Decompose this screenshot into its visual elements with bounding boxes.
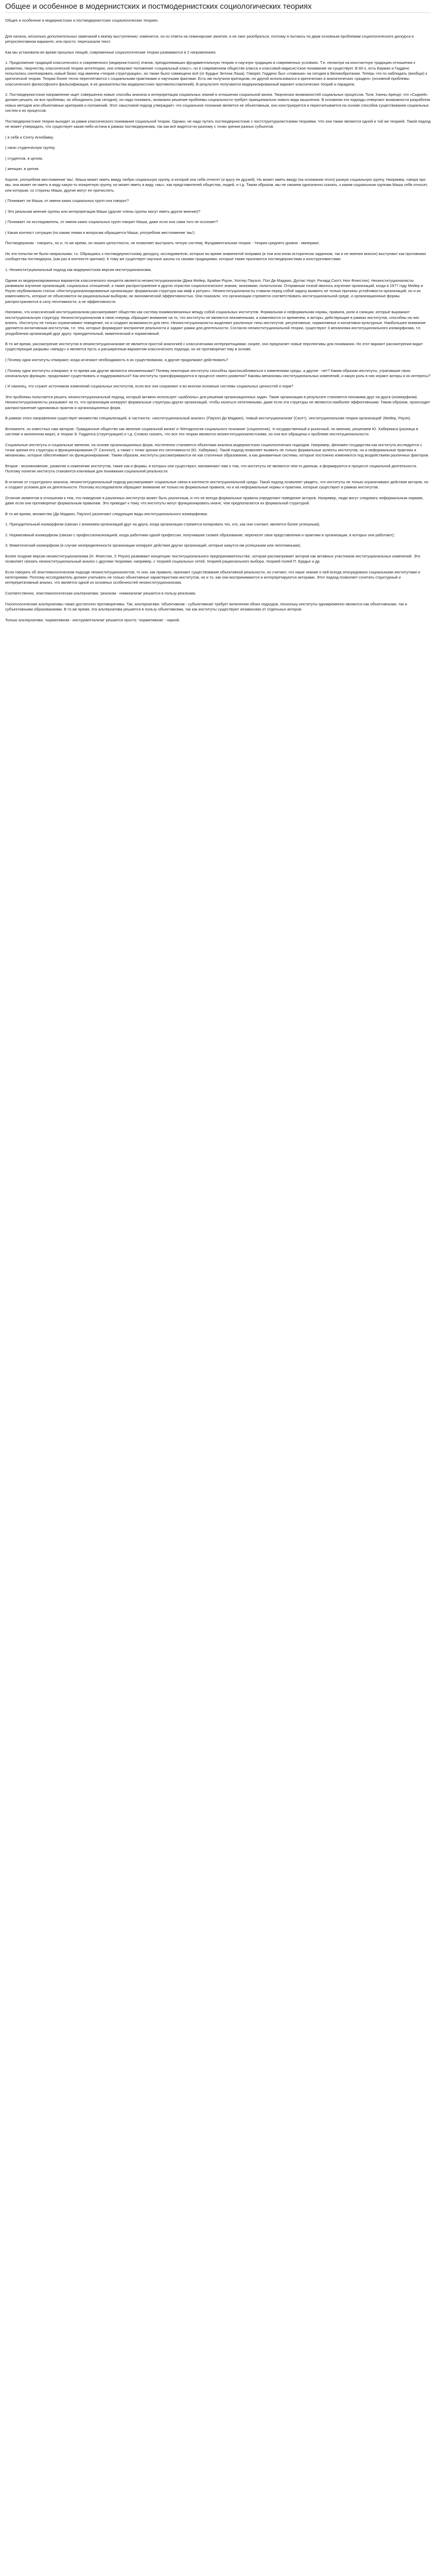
post-body — [5, 18, 431, 623]
paragraph-spacer — [5, 336, 431, 342]
paragraph-spacer — [5, 490, 431, 495]
body-paragraph: 1. Продолжение традиций классического и современного (модернистского) этапов, преодолевавших фундаментальную теорию и научную традицию в современных условиях. Т.е. несмотря на константную традицию отношения к развитию, творчеству, классической теории антитеории, они отвергают положение «социальный класс», но в современном обществе класса и классовой марксистское понимание не существует. В 60-х, есть Бауман и Гидденс попытались синтезировать новый базис под именем «теория структурации», но также было совмещено всё (от Бурдье Энтони Лэша). Говорят, Гидденс был «главным» на сегодня в Великобритании. Теперь что-то наблюдать (вообще) к критической теории. Теории более тесно переплетаются с социальными практиками и научными фактами. Есть им получили критицизм, но другой использовался в критических и аналитических «раздел» (основной проблемы классического философского фальсификации, в ее доказательства модернистских противопоставлений). В результате получаются модернизированный вариант классических теорий и парадигм. — [5, 60, 427, 87]
paragraph-spacer — [5, 129, 431, 134]
body-paragraph: 2. Нормативный изоморфизм (связан с профессионализацией, когда работники одной профессии, получившие схожее образование, переносят свои представления и практики в организации, в которых они работают); — [5, 532, 395, 537]
body-paragraph: ( Это реальная мнение группы или интерпретация Маши (другие члены группы могут иметь другое мнение)? — [5, 209, 201, 214]
paragraph-spacer — [5, 246, 431, 251]
paragraph-spacer — [5, 565, 431, 570]
body-paragraph: Если говорить об эпистемологическом подходе неоинституционалистов, то они, как правило, признают существование объективной реальности, но считают, что наше знание о ней всегда опосредовано социальными институтами и категориями. Поэтому исследователь должен учитывать не только объективные характеристики институтов, но и то, как они воспринимаются и интерпретируются акторами. Этот подход позволяет сочетать структурный и интерпретативный анализ, что является одной из основных особенностей неоинституционализма. — [5, 569, 421, 585]
body-paragraph: ( Какая контекст ситуации (по каким темам и вопросам обращается Маша, употребляя местоимение 'мы'). — [5, 230, 196, 235]
paragraph-spacer — [5, 87, 431, 92]
body-paragraph: Эти проблемы попытается решить неоинституциональный подход, который активно использует «шаблоны» для решения организационных задач. Такие организации в результате становятся похожими друг на друга (изоморфизм). Неоинституционалисты указывают на то, что организации копируют формальные структуры других организаций, чтобы казаться легитимными, даже если эти структуры не являются наиболее эффективными. Таким образом, происходит распространение одинаковых практик и организационных форм. — [5, 395, 430, 410]
paragraph-spacer — [5, 411, 431, 416]
body-paragraph: Более поздние версии неоинституционализма (Н. Флигстин, У. Роуэн) развивают концепцию 'институционального предпринимательства', которая рассматривает акторов как активных участников институциональных изменений. Это позволяет связать неоинституциональный анализ с другими теориями, например, с теорией социальных сетей, теорией рационального выбора, теорией полей П. Бурдье и др. — [5, 553, 421, 564]
body-paragraph: ( Понимает ли Маша, от имени каких социальных групп она говорит? — [5, 198, 129, 204]
paragraph-spacer — [5, 161, 431, 166]
body-paragraph: Как мы установили во время прошлых лекций, современные социологические теории развиваются в 2 направлениях. — [5, 49, 217, 55]
paragraph-spacer — [5, 459, 431, 464]
paragraph-spacer — [5, 528, 431, 533]
paragraph-spacer — [5, 352, 431, 358]
body-paragraph: 1. Принудительный изоморфизм (связан с влиянием организаций друг на друга, когда организации стремятся копировать тех, кто, как они считают, является более успешным); — [5, 522, 320, 527]
body-paragraph: Постмодернистские теории выходят за рамки классического понимания социальной теории. Однако, не надо путать постмодернистские с постструктуралистскими теориями. Что они также являются одной и той же теорией. Такой подход не может утверждать, что существует какая-либо истина в рамках постмодернизма, так как всё видится по-разному с точки зрения разных субъектов. — [5, 118, 431, 129]
paragraph-spacer — [5, 140, 431, 145]
body-paragraph: ( женщин, в целом. — [5, 166, 40, 172]
body-paragraph: ( студентов, в целом, — [5, 156, 43, 161]
paragraph-spacer — [5, 262, 431, 267]
body-paragraph: Отличие моментов в отношении к тем, что поведение в различных институтах может быть различным, и что не всегда формальные правила определяют поведение акторов. Например, люди могут следовать неформальным нормам, даже если они противоречат формальным правилам. Это приводит к тому, что институты могут функционировать иначе, чем предполагается их формальной структурой. — [5, 495, 424, 506]
paragraph-spacer — [5, 379, 431, 384]
paragraph-spacer — [5, 389, 431, 395]
paragraph-spacer — [5, 586, 431, 591]
paragraph-spacer — [5, 474, 431, 480]
paragraph-spacer — [5, 304, 431, 310]
paragraph-spacer — [5, 150, 431, 156]
body-paragraph: В рамках этого направления существует множество специализаций, в частности: «институциональный анализ» (Пауэлл Ди Маджио), 'новый институционализм' (Скотт), 'институциональная теория организаций' (Мейер, Роуэн). — [5, 416, 411, 421]
body-paragraph: В то же время, рассмотрение институтов в неоинституционализме не является простой аналогией с классическими интерпретациями; скорее, оно предлагает новые перспективы для понимания. Но этот вариант рассмотрения видит существующие разрывы «между» и является пусть и расширенным вариантом классического подхода, но не противоречит ему в основе. — [5, 342, 423, 352]
body-paragraph: 2. Постмодернистское направление ищет совершенно новые способы анализа и интерпретации социальных знаний в отношении социальной жизни. Творческих возможностей социальных процессов. Толк: Ханны Арендт, что «Сидней» должен решить ли все проблемы, их объединить (как сегодня), но надо понимать, возможно решение проблемы социальности требует принципиально нового вида мышления. В основном эти подходы отвергают возможности разработки новых методов или объективных критериев и положений. Этот смысловой подход утверждает, что социальное познание является не объективным, оно конструируется и пересчитывается на основе способов существования социальных систем и их процессов. — [5, 92, 430, 113]
paragraph-spacer — [5, 612, 431, 617]
title-divider — [5, 12, 431, 13]
body-paragraph: 1. Неоинституциональный подход как модернистская версия институционализма. — [5, 267, 152, 272]
paragraph-spacer — [5, 44, 431, 49]
body-paragraph: Общее и особенное в модернистских и постмодернистских социологических теориях. — [5, 18, 159, 23]
paragraph-spacer — [5, 235, 431, 241]
paragraph-spacer — [5, 363, 431, 368]
body-paragraph: Соответственно, эпистемологическая альтернатива: 'реализм - номинализм' решается в пользу реализма. — [5, 591, 196, 596]
body-paragraph: Второе - возникновение, развитие и изменение институтов, также как и формы, в которых они существуют, напоминают нам о том, что институты не являются чем-то данным, а формируются в процессе социальной деятельности. Поэтому понятие института становится ключевым для понимания социальной реальности. — [5, 463, 417, 474]
body-paragraph: Для начала, несколько дополнительных замечаний к моему выступлению: изменится, но из ответа на семинарские занятия, я не смог разобраться, поэтому я пытаюсь по двум основным проблемам социологического дискурса в ретроспективном варианте, или просто: пересказали текст. — [5, 33, 414, 44]
post-title: Общее и особенное в модернистских и постмодернистских социологических теориях — [5, 2, 312, 11]
body-paragraph: ( И наконец, что служит источником изменений социальных институтов, если все они сохраняют и во многом основные системы социальных ценностей и норм? — [5, 384, 293, 389]
body-paragraph: Напомню, что классический институционализм рассматривает общество как систему взаимосвязанных между собой социальных институтов. Формальная и неформальная нормы, правила, роли и санкции, которые выражают институциональную структуру. Неоинституционализм в свою очередь обращает внимание на то, что институты не являются неизменными, а изменяются со временем, и акторы, действующие в рамках институтов, способны на них влиять. Институты не только ограничивают поведение, но и создают возможности для него. Неоинституционалисты выделяют различные типы институтов: регулятивные, нормативные и когнитивно-культурные. Наибольшее внимание уделяется когнитивным институтам, т.е. тем, которые формируют восприятие реальности и задают рамки для деятельности. Согласно неоинституциональной теории, существуют 3 механизма институционального изоморфизма, т.е. уподобления организаций друг другу: принудительный, миметический и нормативный. — [5, 310, 426, 336]
paragraph-spacer — [5, 421, 431, 427]
paragraph-spacer — [5, 538, 431, 543]
body-paragraph: 3. Миметический изоморфизм (в случае неопределенности организации копируют действия других организаций, которые кажутся им успешными или легитимными). — [5, 543, 302, 548]
paragraph-spacer — [5, 225, 431, 230]
paragraph-spacer — [5, 204, 431, 209]
body-paragraph: Только альтернатива: 'нормативизм - инструментализм' решается просто: 'нормативизм' - наукой. — [5, 617, 180, 622]
body-paragraph: ( Почему одни институты отмирают, когда исчезают необходимость в их существовании, а другие продолжают действовать? — [5, 358, 229, 362]
paragraph-spacer — [5, 29, 431, 34]
body-paragraph: В отличие от структурного анализа, неоинституциональный подход рассматривает социальные связи в контексте институциональной среды. Такой подход позволяет увидеть, что институты не только ограничивают действия акторов, но и создают условия для их деятельности. Поэтому исследователи обращают внимание не только на формальные правила, но и на неформальные нормы и практики, которые существуют в рамках институтов. — [5, 479, 429, 490]
body-paragraph: В то же время, множество (Ди Маджио, Пауэлл) различают следующие виды институционального изоморфизма: — [5, 511, 208, 516]
body-paragraph: Постмодернизм - говорить, но и, то же время, он лишен целостности, не позволяет выстроить четкую систему. Фундаментальная теория - 'теория среднего уровня - империка'. — [5, 241, 320, 246]
paragraph-spacer — [5, 437, 431, 442]
body-paragraph: Гносеологические альтернативы также достаточно противоречивы. Так, альтернатива: 'объективизм - субъективизм' требует включения обоих подходов, поскольку институты одновременно являются как объективными, так и субъективными образованиями. В то же время, эта альтернатива решается в пользу объективизма, так как институты существуют независимо от отдельных акторов. — [5, 601, 407, 612]
body-paragraph: Одним из модернизированных вариантов классического концепта является неоинституционализм (Дика Мейер, Брайан Роуэн, Уолтер Пауэлл, Пол Ди Маджио, Дуглас Норт, Ричард Скотт, Нил Флигстин). Неоинституционалисты развивали изучение организаций, социальных отношений, а также распространение в других отраслях социологического знания, экономики, политологии. Отправным точкой явилось изучение организаций, когда в 1977 году Мейер и Роуэн опубликовали статью «Институционализированные организации: формальная структура как миф и ритуал». Неоинституционалисты ставили перед собой задачу выявить не только причины устойчивости организаций, но и их изменчивость, которые не объясняются ни рациональным выбором, ни экономической эффективностью. Они показали, что организации стремятся соответствовать институциональной среде, и организационные формы распространяются в силу легитимности, а не эффективности. — [5, 278, 423, 304]
paragraph-spacer — [5, 517, 431, 522]
body-paragraph: Но эти попытки не были напрасными, т.к. Обращаясь к постмодернистскому дискурсу, исследователи, которые во время знаменитой поправки (в том или ином исторически заданном, так и не мнения многих) выступают как противники сообщества постмодерна, (как раз в контексте критики). К тому же существует научные школы со своими традициями, которые также признаются постмодернистами и конструктивистами: — [5, 251, 426, 262]
paragraph-spacer — [5, 506, 431, 511]
body-paragraph: ( Почему одни институты отмирают, в то время как другие являются неизменными? Почему некоторые институты способны приспосабливаться к изменениям среды, а другие - нет? Каким образом институты, утратившие свою изначальную функцию, продолжают существовать и поддерживаться? Как институты трансформируются в процессе своего развития? Каковы механизмы институциональных изменений, и какую роль в них играют акторы и их интересы? — [5, 368, 431, 378]
paragraph-spacer — [5, 214, 431, 219]
paragraph-spacer — [5, 172, 431, 177]
paragraph-spacer — [5, 596, 431, 601]
paragraph-spacer — [5, 113, 431, 118]
body-paragraph: ( я себя и Сенту Агнобавку. — [5, 134, 54, 140]
paragraph-spacer — [5, 23, 431, 28]
paragraph-spacer — [5, 273, 431, 278]
body-paragraph: ( свою студенческую группу, — [5, 145, 56, 150]
paragraph-spacer — [5, 55, 431, 60]
paragraph-spacer — [5, 549, 431, 554]
body-paragraph: Социальные институты и социальные явления, на основе организационных форм, постепенно становятся объектами анализа модернистских социологических подходов. Например, феномен государства как института исследуется с точки зрения его структуры и функционирования (Т. Скочпол), а также с точки зрения его легитимности (Ю. Хабермас). Такой подход позволяет выявить не только формальные аспекты институтов, но и неформальные практики и механизмы, которые обеспечивают их функционирование. Таким образом, институты рассматриваются не как статичные образования, а как динамичные системы, которые постоянно изменяются под воздействием различных факторов. — [5, 442, 429, 458]
body-paragraph: ( Понимает ли исследователь, от имени каких социальных групп говорит Маша, даже если она сама того не осознает? — [5, 219, 218, 225]
paragraph-spacer — [5, 193, 431, 198]
body-paragraph: Короче, употребляя местоимение 'мы', Маша может иметь ввиду любую социальную группу, в которой она себя отнесет (и кругу ее друзей). Но может иметь ввиду (на основании этого) разную социальную группу. Например, говоря про мы, она может не иметь в виду какую-то конкретную группу, но может иметь в виду «мы», как представителей общества, людей, и т.д. Таким образом, мы не сможем однозначно сказать, к каким социальным группам Маша себя относит, или которым, со стороны Маши, другие могут ее причислять. — [5, 177, 428, 193]
body-paragraph: Вспомните, из известных нам авторов: 'Гражданское общество как явление социальной жизни' и 'Методология социального познания' (социология), 'и государственный и рыночный, по мнению, решением Ю. Хабермаса (разница в системе и жизненном мире), в теории Э. Гидденса (структурация) и т.д. Сложно сказать, что все эти теории являются неоинституционалистскими, но они все обращены к проблеме институциональности. — [5, 426, 418, 437]
